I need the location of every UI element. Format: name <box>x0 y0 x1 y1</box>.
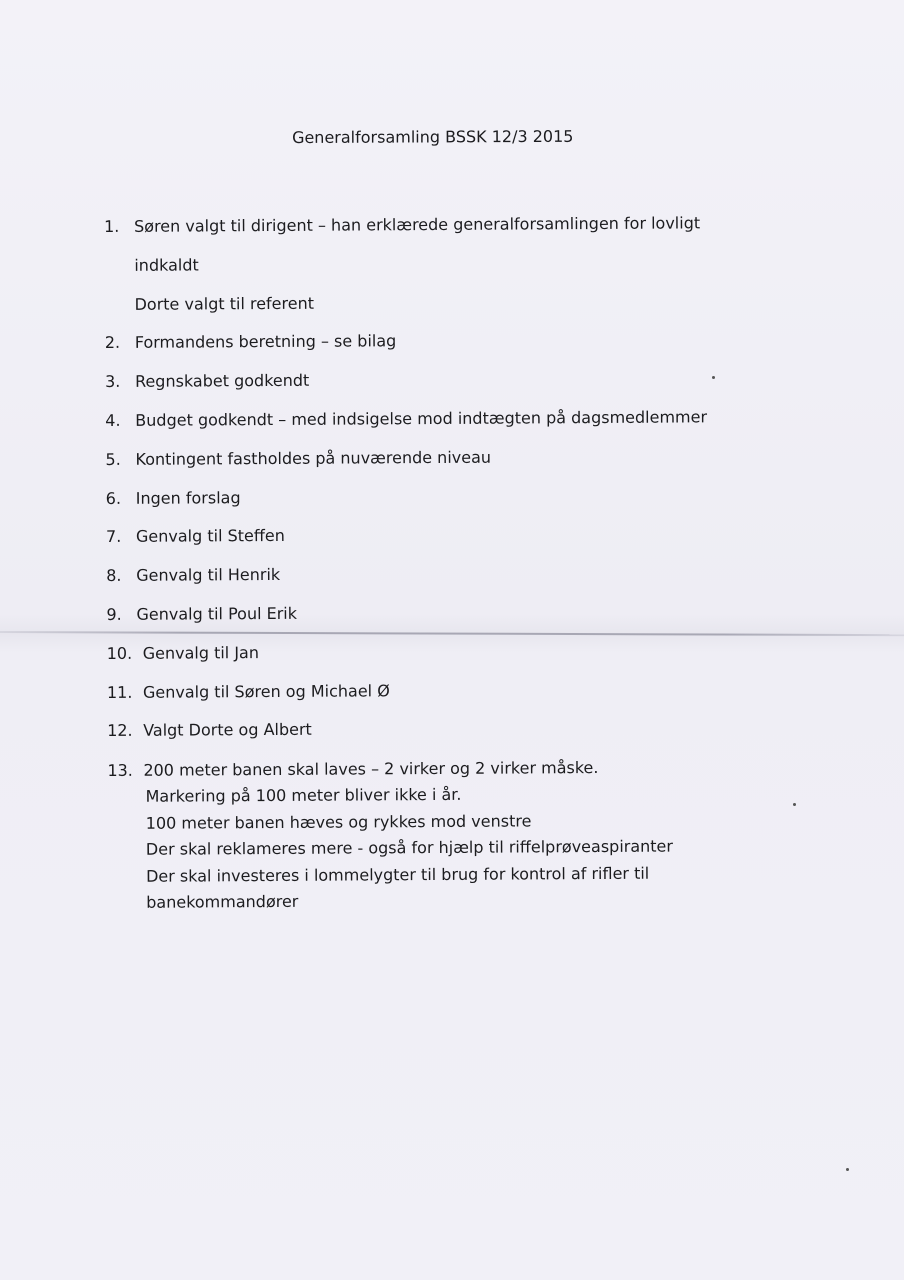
item-number: 2. <box>104 333 121 353</box>
item-first-line <box>107 753 787 784</box>
item-number: 1. <box>104 216 120 236</box>
item-text-continued: indkaldt <box>134 255 199 275</box>
item-text: Søren valgt til dirigent – han erklærede generalforsamlingen for lovligt <box>134 213 701 236</box>
item-text: Genvalg til Steffen <box>135 526 285 547</box>
paper-speck <box>793 803 796 806</box>
item-number: 4. <box>105 410 121 430</box>
item-number: 5. <box>105 449 121 469</box>
item-number: 8. <box>106 566 122 586</box>
list-item <box>106 557 786 600</box>
list-item <box>106 518 786 561</box>
item-number: 13. <box>107 760 133 781</box>
item-text: Regnskabet godkendt <box>134 370 310 392</box>
paper-speck <box>846 1168 849 1171</box>
item-text-continued: Dorte valgt til referent <box>134 293 315 314</box>
item-text-continued: banekommandører <box>146 891 299 912</box>
item-text-continued: 100 meter banen hæves og rykkes mod venstre <box>145 811 532 833</box>
list-item <box>104 208 784 251</box>
list-item <box>107 635 787 678</box>
list-item <box>107 753 788 917</box>
minutes-list <box>104 208 788 917</box>
item-number: 12. <box>107 721 133 741</box>
item-text: Genvalg til Søren og Michael Ø <box>142 680 390 702</box>
list-item <box>105 441 785 484</box>
item-number: 10. <box>106 643 133 663</box>
item-number: 11. <box>106 682 133 702</box>
item-text: Genvalg til Poul Erik <box>136 603 298 624</box>
list-item <box>105 402 785 445</box>
item-text: Genvalg til Jan <box>142 642 260 663</box>
item-number: 6. <box>105 488 122 508</box>
list-item <box>106 479 786 522</box>
list-item <box>107 673 787 716</box>
item-text-continued: Der skal investeres i lommelygter til brug for kontrol af rifler til <box>145 863 650 886</box>
item-text: Valgt Dorte og Albert <box>143 720 312 741</box>
item-number: 9. <box>106 604 122 624</box>
list-item <box>105 324 785 367</box>
item-text: Ingen forslag <box>135 487 241 508</box>
item-text: Kontingent fastholdes på nuværende niveau <box>135 447 492 469</box>
list-item <box>107 712 787 755</box>
document-title: Generalforsamling BSSK 12/3 2015 <box>292 126 574 147</box>
list-item <box>105 363 785 406</box>
list-item <box>106 596 786 639</box>
item-number: 7. <box>105 527 122 547</box>
item-number: 3. <box>104 372 121 392</box>
item-text: 200 meter banen skal laves – 2 virker og 2 virker måske. <box>143 758 599 780</box>
item-text: Budget godkendt – med indsigelse mod indtægten på dagsmedlemmer <box>135 407 708 430</box>
item-text: Formandens beretning – se bilag <box>134 331 397 353</box>
item-text: Genvalg til Henrik <box>136 565 281 585</box>
item-text-continued: Markering på 100 meter bliver ikke i år. <box>145 784 462 806</box>
item-text-continued: Der skal reklameres mere - også for hjælp til riffelprøveaspiranter <box>145 836 674 859</box>
